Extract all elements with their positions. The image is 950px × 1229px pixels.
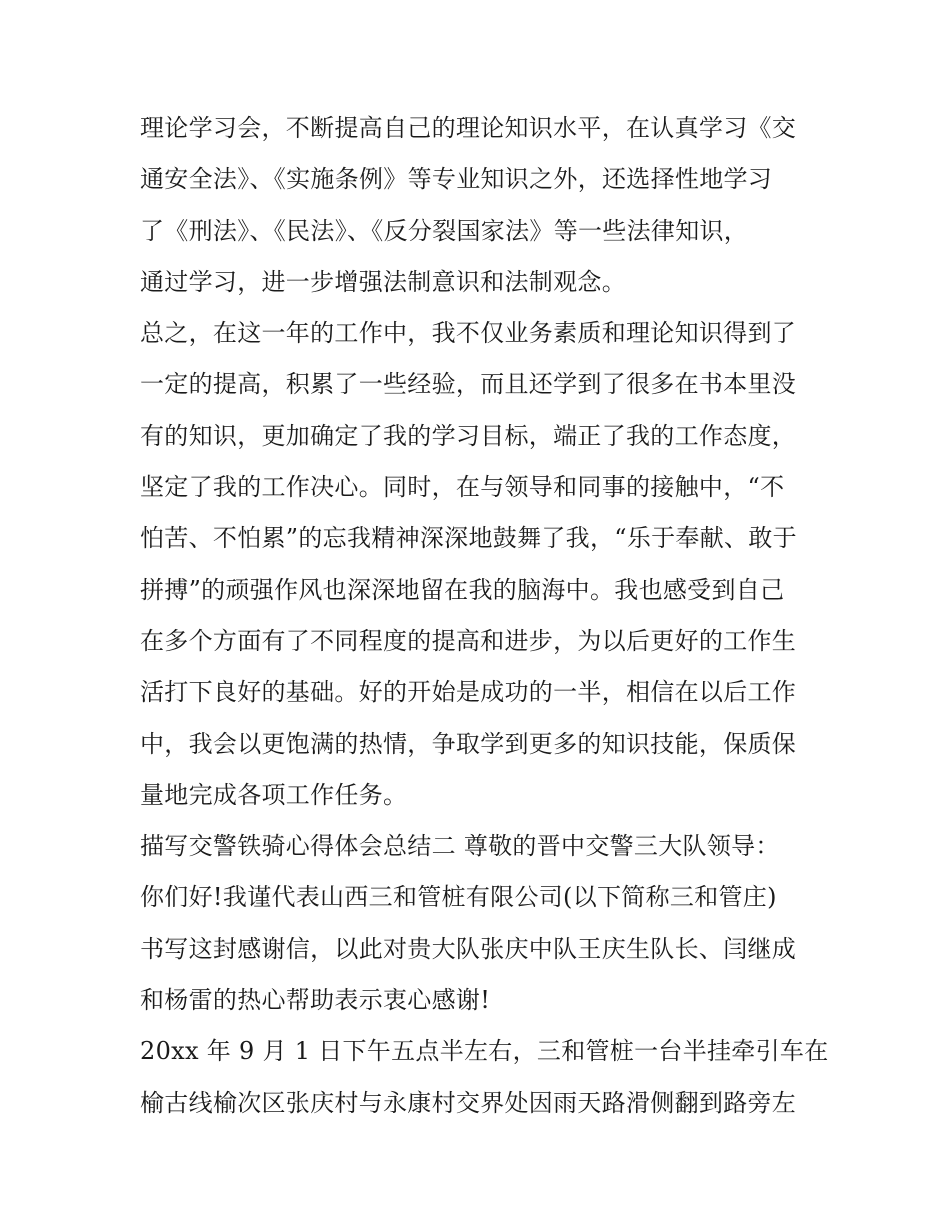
text-line: 通安全法》、《实施条例》等专业知识之外，还选择性地学习 xyxy=(140,165,773,194)
text-line: 描写交警铁骑心得体会总结二 尊敬的晋中交警三大队领导： xyxy=(140,832,780,861)
text-line: 你们好!我谨代表山西三和管桩有限公司(以下简称三和管庄) xyxy=(140,883,777,912)
text-line: 一定的提高，积累了一些经验，而且还学到了很多在书本里没 xyxy=(140,370,797,399)
text-line: 书写这封感谢信，以此对贵大队张庆中队王庆生队长、闫继成 xyxy=(140,934,797,963)
text-line: 和杨雷的热心帮助表示衷心感谢! xyxy=(140,986,491,1015)
text-line: 量地完成各项工作任务。 xyxy=(140,780,408,809)
text-line: 中，我会以更饱满的热情，争取学到更多的知识技能，保质保 xyxy=(140,729,797,758)
text-line: 有的知识，更加确定了我的学习目标，端正了我的工作态度， xyxy=(140,421,797,450)
text-line: 榆古线榆次区张庆村与永康村交界处因雨天路滑侧翻到路旁左 xyxy=(140,1088,797,1117)
text-line: 怕苦、不怕累”的忘我精神深深地鼓舞了我，“乐于奉献、敢于 xyxy=(140,524,797,553)
text-line: 通过学习，进一步增强法制意识和法制观念。 xyxy=(140,267,626,296)
text-line: 在多个方面有了不同程度的提高和进步，为以后更好的工作生 xyxy=(140,626,797,655)
document-body xyxy=(140,103,829,1129)
text-line: 活打下良好的基础。好的开始是成功的一半，相信在以后工作 xyxy=(140,678,797,707)
text-line: 坚定了我的工作决心。同时，在与领导和同事的接触中，“不 xyxy=(140,473,785,502)
text-line: 理论学习会，不断提高自己的理论知识水平，在认真学习《交 xyxy=(140,114,797,142)
text-line: 拼搏”的顽强作风也深深地留在我的脑海中。我也感受到自己 xyxy=(140,575,785,604)
text-line: 20xx 年 9 月 1 日下午五点半左右，三和管桩一台半挂牵引车在 xyxy=(140,1037,829,1066)
text-line: 了《刑法》、《民法》、《反分裂国家法》等一些法律知识， xyxy=(140,216,749,245)
text-line: 总之，在这一年的工作中，我不仅业务素质和理论知识得到了 xyxy=(140,319,797,348)
